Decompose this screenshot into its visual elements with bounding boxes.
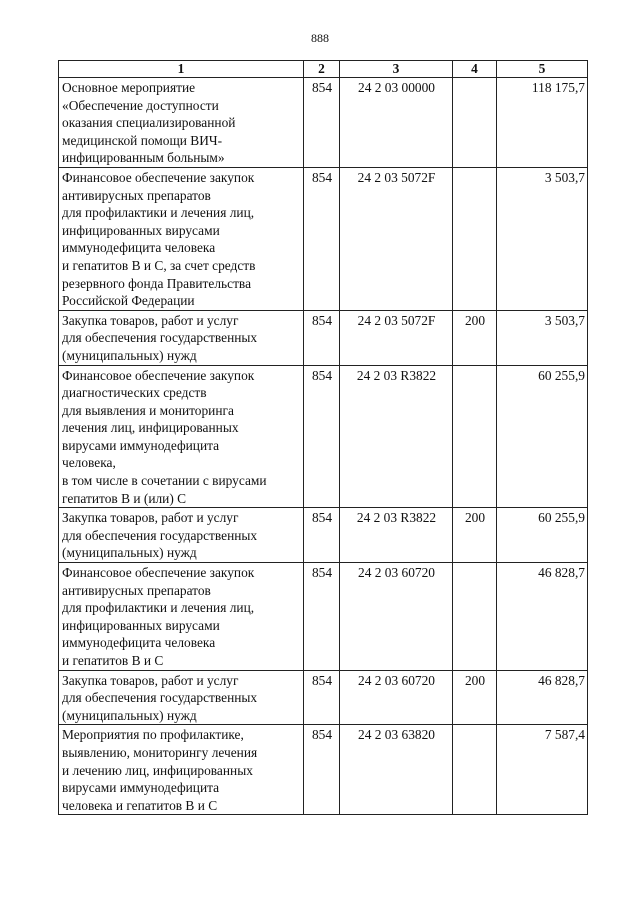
item-name-line: гепатитов B и (или) C	[62, 490, 187, 506]
item-name-line: вирусами иммунодефицита	[62, 437, 220, 453]
amount-cell: 60 255,9	[497, 365, 588, 508]
item-name-line: Российской Федерации	[62, 293, 195, 309]
expense-type-cell	[453, 365, 497, 508]
target-article-cell: 24 2 03 R3822	[340, 508, 453, 563]
ministry-code-cell: 854	[304, 365, 340, 508]
item-name-cell	[59, 365, 304, 508]
item-name-line: Финансовое обеспечение закупок	[62, 565, 255, 581]
item-name-cell	[59, 670, 304, 725]
item-name-line: Закупка товаров, работ и услуг	[62, 672, 239, 688]
column-header: 1	[59, 61, 304, 78]
ministry-code-cell: 854	[304, 670, 340, 725]
column-header: 3	[340, 61, 453, 78]
ministry-code-cell: 854	[304, 310, 340, 365]
item-name-line: инфицированным больным»	[62, 150, 225, 166]
table-row	[59, 508, 588, 563]
item-name-line: Закупка товаров, работ и услуг	[62, 312, 239, 328]
item-name-line: иммунодефицита человека	[62, 240, 216, 256]
target-article-cell: 24 2 03 63820	[340, 725, 453, 815]
expense-type-cell: 200	[453, 508, 497, 563]
item-name-line: Мероприятия по профилактике,	[62, 727, 244, 743]
item-name-line: лечения лиц, инфицированных	[62, 420, 239, 436]
amount-cell: 46 828,7	[497, 563, 588, 671]
item-name-cell	[59, 508, 304, 563]
table-row	[59, 365, 588, 508]
ministry-code-cell: 854	[304, 563, 340, 671]
table-row	[59, 78, 588, 168]
ministry-code-cell: 854	[304, 167, 340, 310]
item-name-cell	[59, 563, 304, 671]
item-name-line: для обеспечения государственных	[62, 690, 258, 706]
item-name-line: вирусами иммунодефицита	[62, 780, 220, 796]
budget-table	[58, 60, 588, 815]
target-article-cell: 24 2 03 5072F	[340, 310, 453, 365]
item-name-line: для профилактики и лечения лиц,	[62, 205, 255, 221]
item-name-line: Финансовое обеспечение закупок	[62, 367, 255, 383]
target-article-cell: 24 2 03 60720	[340, 563, 453, 671]
amount-cell: 7 587,4	[497, 725, 588, 815]
item-name-line: иммунодефицита человека	[62, 635, 216, 651]
item-name-line: резервного фонда Правительства	[62, 275, 252, 291]
item-name-cell	[59, 725, 304, 815]
item-name-line: человека и гепатитов B и C	[62, 797, 218, 813]
item-name-line: в том числе в сочетании с вирусами	[62, 473, 267, 489]
amount-cell: 118 175,7	[497, 78, 588, 168]
page-number: 888	[311, 31, 329, 45]
amount-cell: 3 503,7	[497, 167, 588, 310]
item-name-cell	[59, 78, 304, 168]
expense-type-cell	[453, 78, 497, 168]
item-name-line: «Обеспечение доступности	[62, 97, 219, 113]
item-name-line: и гепатитов B и C	[62, 653, 164, 668]
item-name-cell	[59, 167, 304, 310]
target-article-cell: 24 2 03 5072F	[340, 167, 453, 310]
item-name-line: Закупка товаров, работ и услуг	[62, 510, 239, 526]
ministry-code-cell: 854	[304, 508, 340, 563]
item-name-line: для обеспечения государственных	[62, 330, 258, 346]
item-name-line: диагностических средств	[62, 385, 207, 401]
item-name-line: (муниципальных) нужд	[62, 545, 197, 561]
item-name-line: выявлению, мониторингу лечения	[62, 744, 258, 760]
ministry-code-cell: 854	[304, 725, 340, 815]
target-article-cell: 24 2 03 R3822	[340, 365, 453, 508]
item-name-line: инфицированных вирусами	[62, 222, 220, 238]
item-name-line: Основное мероприятие	[62, 80, 196, 95]
item-name-line: для выявления и мониторинга	[62, 402, 234, 418]
item-name-line: для обеспечения государственных	[62, 527, 258, 543]
column-header: 5	[497, 61, 588, 78]
table-row	[59, 725, 588, 815]
item-name-line: и гепатитов B и C, за счет средств	[62, 257, 256, 273]
target-article-cell: 24 2 03 60720	[340, 670, 453, 725]
column-header: 2	[304, 61, 340, 78]
item-name-line: антивирусных препаратов	[62, 187, 211, 203]
expense-type-cell	[453, 167, 497, 310]
table-body	[59, 78, 588, 815]
item-name-line: человека,	[62, 455, 116, 471]
amount-cell: 60 255,9	[497, 508, 588, 563]
expense-type-cell: 200	[453, 670, 497, 725]
item-name-line: (муниципальных) нужд	[62, 347, 197, 363]
expense-type-cell	[453, 725, 497, 815]
item-name-line: и лечению лиц, инфицированных	[62, 762, 253, 778]
table-row	[59, 167, 588, 310]
item-name-line: (муниципальных) нужд	[62, 707, 197, 723]
amount-cell: 3 503,7	[497, 310, 588, 365]
header-row	[59, 61, 588, 78]
column-header: 4	[453, 61, 497, 78]
item-name-cell	[59, 310, 304, 365]
table-row	[59, 670, 588, 725]
table-row	[59, 310, 588, 365]
item-name-line: медицинской помощи ВИЧ-	[62, 132, 223, 148]
item-name-line: инфицированных вирусами	[62, 617, 220, 633]
item-name-line: оказания специализированной	[62, 115, 236, 131]
ministry-code-cell: 854	[304, 78, 340, 168]
expense-type-cell: 200	[453, 310, 497, 365]
table-row	[59, 563, 588, 671]
expense-type-cell	[453, 563, 497, 671]
amount-cell: 46 828,7	[497, 670, 588, 725]
item-name-line: Финансовое обеспечение закупок	[62, 169, 255, 185]
target-article-cell: 24 2 03 00000	[340, 78, 453, 168]
item-name-line: для профилактики и лечения лиц,	[62, 600, 255, 616]
item-name-line: антивирусных препаратов	[62, 582, 211, 598]
